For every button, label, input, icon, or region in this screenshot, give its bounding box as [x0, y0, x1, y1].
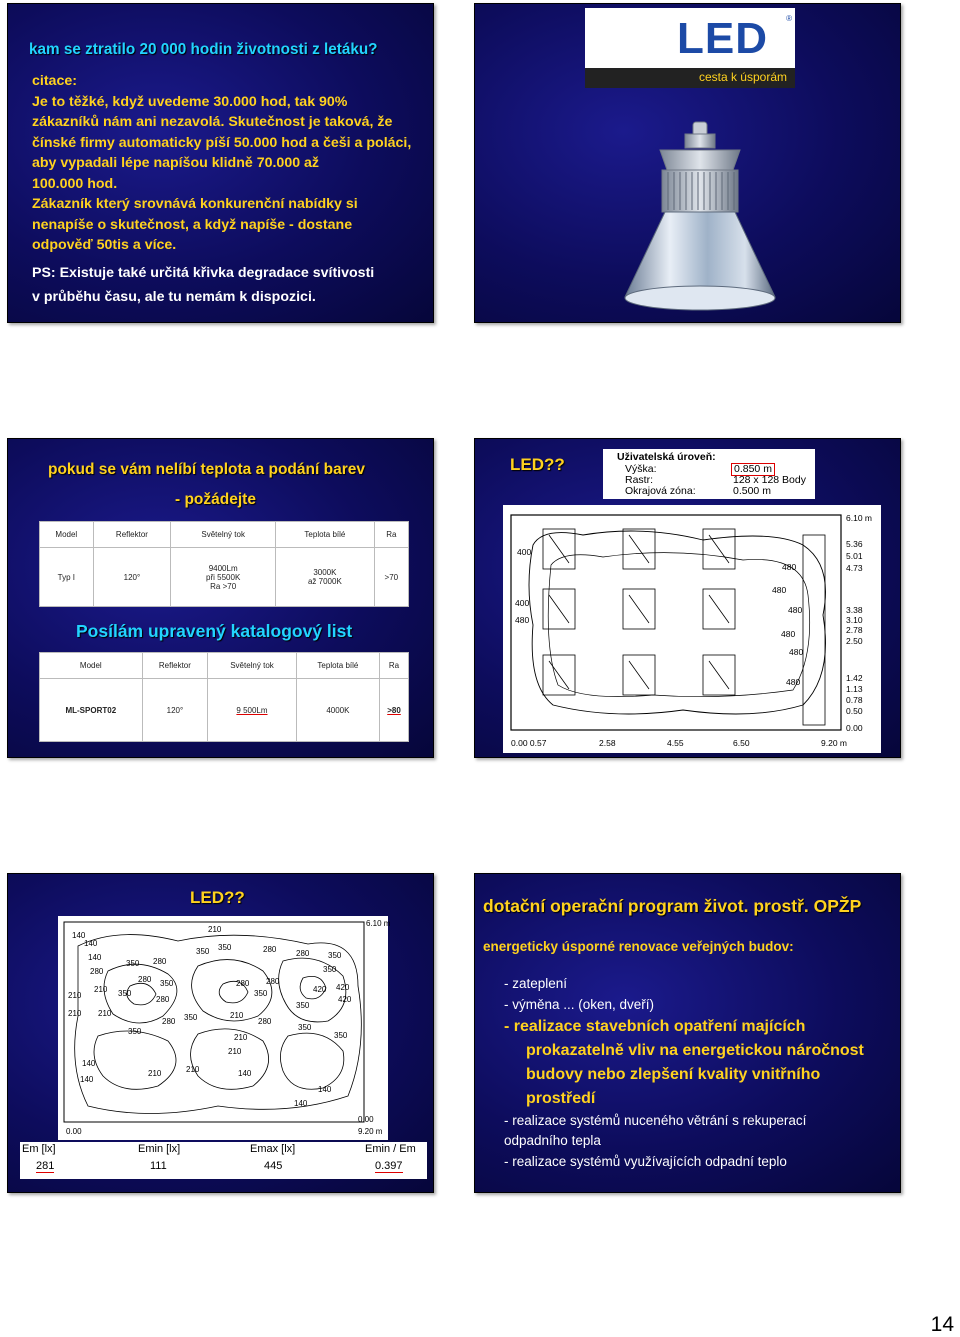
illuminance-stats	[20, 1142, 427, 1179]
legend-heading: Uživatelská úroveň:	[617, 451, 716, 463]
list-item: - realizace systémů nuceného větrání s rekuperací	[504, 1113, 807, 1128]
table-header-cell: Reflektor	[93, 522, 171, 548]
slide-lifetime-question	[7, 3, 434, 323]
plan-label: 400	[517, 547, 532, 557]
slide-subtitle: energeticky úsporné renovace veřejných budov:	[483, 939, 794, 954]
stat-label: Em [lx]	[22, 1143, 56, 1155]
logo-slogan: cesta k úsporám	[698, 70, 787, 84]
plan-label: 480	[786, 677, 801, 687]
led-highbay-lamp-image	[615, 122, 785, 317]
legend-value: 0.500 m	[733, 485, 771, 497]
table-header-cell: Reflektor	[142, 653, 208, 679]
iso-label: 210	[230, 1011, 244, 1020]
iso-label: 0.00	[66, 1127, 82, 1136]
logo-word: LED	[677, 14, 768, 63]
list-item-emphasis: prokazatelně vliv na energetickou náročnost	[526, 1042, 864, 1059]
plan-label: 2.58	[599, 738, 616, 748]
iso-label: 210	[148, 1069, 162, 1078]
table-header-cell: Ra	[380, 653, 409, 679]
plan-label: 5.01	[846, 551, 863, 561]
plan-label: 0.00 0.57	[511, 738, 547, 748]
plan-label: 9.20 m	[821, 738, 847, 748]
slide-title: dotační operační program život. prostř. OPŽP	[483, 896, 862, 916]
table-header-cell: Ra	[374, 522, 408, 548]
isolux-diagram	[58, 916, 391, 1140]
stat-label: Emin / Em	[365, 1143, 416, 1155]
iso-label: 350	[218, 943, 232, 952]
iso-label: 350	[160, 979, 174, 988]
table-cell: 4000K	[296, 679, 379, 742]
iso-label: 350	[126, 959, 140, 968]
iso-label: 280	[138, 975, 152, 984]
plan-label: 400	[515, 598, 530, 608]
slide-floor-plan	[474, 438, 901, 758]
table-cell: ML-SPORT02	[40, 679, 143, 742]
iso-label: 210	[208, 925, 222, 934]
iso-label: 350	[254, 989, 268, 998]
iso-label: 280	[90, 967, 104, 976]
iso-label: 140	[238, 1069, 252, 1078]
iso-label: 420	[338, 995, 352, 1004]
illuminance-floor-plan	[503, 505, 881, 753]
table-cell: >70	[374, 548, 408, 607]
user-level-legend	[603, 449, 815, 499]
table-cell: 120°	[142, 679, 208, 742]
plan-label: 1.42	[846, 673, 863, 683]
plan-label: 2.78	[846, 625, 863, 635]
plan-label: 0.00	[846, 723, 863, 733]
plan-label: 1.13	[846, 684, 863, 694]
slide-title: LED??	[510, 455, 565, 474]
table-cell: 9 500Lm	[208, 679, 297, 742]
table-header-cell: Model	[40, 522, 94, 548]
legend-label: Okrajová zóna:	[625, 485, 696, 497]
table-header-cell: Světelný tok	[171, 522, 276, 548]
stat-label: Emax [lx]	[250, 1143, 296, 1155]
table-cell: Typ I	[40, 548, 94, 607]
plan-label: 6.10 m	[846, 513, 872, 523]
iso-label: 280	[296, 949, 310, 958]
page-number: 14	[930, 1313, 954, 1336]
list-item-emphasis: prostředí	[526, 1090, 596, 1107]
plan-label: 480	[772, 585, 787, 595]
iso-label: 420	[313, 985, 327, 994]
iso-label: 140	[318, 1085, 332, 1094]
iso-label: 280	[258, 1017, 272, 1026]
iso-label: 210	[234, 1033, 248, 1042]
stat-value: 0.397	[375, 1160, 403, 1172]
iso-label: 140	[72, 931, 86, 940]
led-logo	[585, 8, 795, 88]
plan-label: 6.50	[733, 738, 750, 748]
iso-label: 210	[186, 1065, 200, 1074]
table-header-cell: Model	[40, 653, 143, 679]
iso-label: 350	[334, 1031, 348, 1040]
stat-value: 281	[36, 1160, 55, 1172]
slide-subtitle: Posílám upravený katalogový list	[76, 621, 353, 641]
list-item-emphasis: budovy nebo zlepšení kvality vnitřního	[526, 1066, 821, 1083]
list-item: - výměna ... (oken, dveří)	[504, 997, 655, 1012]
stat-label: Emin [lx]	[138, 1143, 181, 1155]
plan-label: 480	[788, 605, 803, 615]
plan-label: 0.50	[846, 706, 863, 716]
list-item: odpadního tepla	[504, 1133, 601, 1148]
iso-label: 140	[84, 939, 98, 948]
quote-line: zákazníků nám ani nezavolá. Skutečnost je taková, že	[32, 114, 393, 130]
iso-label: 210	[94, 985, 108, 994]
plan-label: 3.10	[846, 615, 863, 625]
plan-label: 4.55	[667, 738, 684, 748]
plan-label: 480	[515, 615, 530, 625]
table-header-cell: Teplota bílé	[276, 522, 375, 548]
plan-label: 480	[781, 629, 796, 639]
iso-label: 280	[236, 979, 250, 988]
quote-line: Zákazník který srovnává konkurenční nabídky si	[32, 196, 358, 212]
list-item-emphasis: - realizace stavebních opatření majících	[504, 1018, 806, 1035]
plan-label: 4.73	[846, 563, 863, 573]
slide-led-product	[474, 3, 901, 323]
plan-label: 480	[782, 562, 797, 572]
spec-table-updated	[39, 652, 409, 742]
iso-label: 420	[336, 983, 350, 992]
table-header-cell: Světelný tok	[208, 653, 297, 679]
iso-label: 280	[263, 945, 277, 954]
iso-label: 0.00	[358, 1115, 374, 1124]
stat-value: 445	[264, 1160, 283, 1172]
slide-subsidy-program	[474, 873, 901, 1193]
slide-title: kam se ztratilo 20 000 hodin životnosti z letáku?	[29, 41, 378, 58]
ps-line: v průběhu času, ale tu nemám k dispozici.	[32, 289, 316, 305]
table-cell: 9400Lm při 5500K Ra >70	[171, 548, 276, 607]
slide-title-line1: pokud se vám nelíbí teplota a podání barev	[48, 461, 365, 478]
iso-label: 350	[128, 1027, 142, 1036]
quote-line: nenapíše o skutečnost, a když napíše - dostane	[32, 217, 353, 233]
plan-label: 480	[789, 647, 804, 657]
iso-label: 350	[296, 1001, 310, 1010]
iso-label: 140	[82, 1059, 96, 1068]
legend-value: 128 x 128 Body	[733, 474, 806, 486]
stat-value: 111	[150, 1160, 167, 1172]
iso-label: 140	[80, 1075, 94, 1084]
plan-label: 0.78	[846, 695, 863, 705]
ps-line: PS: Existuje také určitá křivka degradace svítivosti	[32, 265, 375, 281]
iso-label: 350	[118, 989, 132, 998]
iso-label: 350	[184, 1013, 198, 1022]
plan-label: 3.38	[846, 605, 863, 615]
list-item: - realizace systémů využívajících odpadní teplo	[504, 1154, 787, 1169]
isolux-drawing	[58, 916, 391, 1140]
quote-line: odpověď 50tis a více.	[32, 237, 177, 253]
iso-label: 350	[328, 951, 342, 960]
slide-color-temperature	[7, 438, 434, 758]
iso-label: 280	[162, 1017, 176, 1026]
iso-label: 9.20 m	[358, 1127, 383, 1136]
legend-label: Rastr:	[625, 474, 654, 486]
quote-line: 100.000 hod.	[32, 176, 118, 192]
table-cell: >80	[380, 679, 409, 742]
iso-label: 280	[156, 995, 170, 1004]
iso-label: 280	[266, 977, 280, 986]
iso-label: 350	[323, 965, 337, 974]
slide-title: LED??	[190, 888, 245, 907]
spec-table-original	[39, 521, 409, 607]
iso-label: 210	[98, 1009, 112, 1018]
iso-label: 350	[298, 1023, 312, 1032]
legend-label: Výška:	[625, 463, 657, 475]
quote-line: Je to těžké, když uvedeme 30.000 hod, tak 90%	[32, 94, 348, 110]
iso-label: 210	[68, 1009, 82, 1018]
iso-label: 140	[88, 953, 102, 962]
table-header-cell: Teplota bílé	[296, 653, 379, 679]
quote-line: aby vypadali lépe napíšou klidně 70.000 až	[32, 155, 320, 171]
registered-mark: ®	[786, 14, 792, 23]
iso-label: 210	[228, 1047, 242, 1056]
slide-title-line2: - požádejte	[175, 491, 256, 508]
iso-label: 140	[294, 1099, 308, 1108]
iso-label: 280	[153, 957, 167, 966]
quote-label: citace:	[32, 73, 77, 89]
iso-label: 350	[196, 947, 210, 956]
floor-plan-drawing	[503, 505, 881, 753]
iso-label: 6.10 m	[366, 919, 391, 928]
table-cell: 120°	[93, 548, 171, 607]
slide-isolux-result	[7, 873, 434, 1193]
iso-label: 210	[68, 991, 82, 1000]
plan-label: 2.50	[846, 636, 863, 646]
legend-value: 0.850 m	[731, 463, 775, 476]
table-cell: 3000K až 7000K	[276, 548, 375, 607]
plan-label: 5.36	[846, 539, 863, 549]
quote-line: čínské firmy automaticky píší 50.000 hod a češi a poláci,	[32, 135, 412, 151]
list-item: - zateplení	[504, 976, 568, 991]
